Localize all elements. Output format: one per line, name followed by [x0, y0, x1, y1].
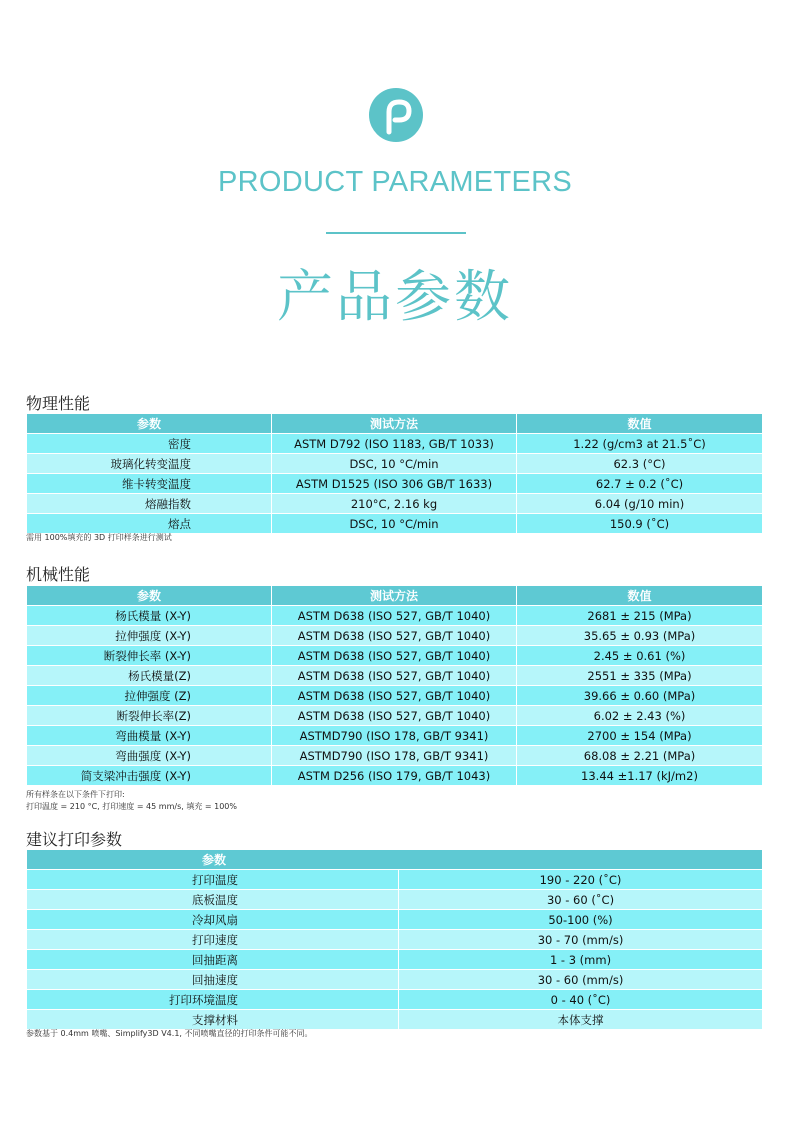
param-cell: 回抽距离	[27, 950, 399, 970]
method-cell: ASTM D638 (ISO 527, GB/T 1040)	[272, 626, 517, 646]
table-row	[27, 746, 763, 766]
title-divider	[326, 232, 466, 234]
value-cell: 2551 ± 335 (MPa)	[517, 666, 763, 686]
method-cell: ASTM D638 (ISO 527, GB/T 1040)	[272, 686, 517, 706]
table-row	[27, 686, 763, 706]
column-header: 数值	[517, 586, 763, 606]
section-title-mechanical: 机械性能	[26, 565, 91, 584]
table-row	[27, 454, 763, 474]
table-row	[27, 434, 763, 454]
param-cell: 冷却风扇	[27, 910, 399, 930]
value-cell: 39.66 ± 0.60 (MPa)	[517, 686, 763, 706]
param-cell: 断裂伸长率(Z)	[27, 706, 272, 726]
param-cell: 熔融指数	[27, 494, 272, 514]
method-cell: ASTM D638 (ISO 527, GB/T 1040)	[272, 706, 517, 726]
table-row	[27, 666, 763, 686]
method-cell: ASTM D638 (ISO 527, GB/T 1040)	[272, 666, 517, 686]
section-title-printing: 建议打印参数	[26, 830, 123, 849]
value-cell: 6.04 (g/10 min)	[517, 494, 763, 514]
table-row	[27, 990, 763, 1010]
table-row	[27, 626, 763, 646]
param-cell: 打印温度	[27, 870, 399, 890]
value-cell: 6.02 ± 2.43 (%)	[517, 706, 763, 726]
param-cell: 回抽速度	[27, 970, 399, 990]
table-row	[27, 910, 763, 930]
value-cell: 68.08 ± 2.21 (MPa)	[517, 746, 763, 766]
table-row	[27, 870, 763, 890]
value-cell: 1 - 3 (mm)	[399, 950, 763, 970]
table-row	[27, 726, 763, 746]
param-cell: 简支梁冲击强度 (X-Y)	[27, 766, 272, 786]
mechanical-note-line2: 打印温度 = 210 °C, 打印速度 = 45 mm/s, 填充 = 100%	[26, 802, 237, 811]
param-cell: 弯曲强度 (X-Y)	[27, 746, 272, 766]
method-cell: ASTMD790 (ISO 178, GB/T 9341)	[272, 726, 517, 746]
value-cell: 190 - 220 (˚C)	[399, 870, 763, 890]
table-row	[27, 890, 763, 910]
table-row	[27, 706, 763, 726]
param-cell: 弯曲模量 (X-Y)	[27, 726, 272, 746]
table-row	[27, 970, 763, 990]
printing-table	[26, 849, 763, 1030]
column-header: 参数	[27, 850, 763, 870]
physical-table	[26, 413, 763, 534]
column-header: 参数	[27, 414, 272, 434]
method-cell: 210°C, 2.16 kg	[272, 494, 517, 514]
mechanical-table	[26, 585, 763, 786]
method-cell: ASTM D792 (ISO 1183, GB/T 1033)	[272, 434, 517, 454]
value-cell: 2681 ± 215 (MPa)	[517, 606, 763, 626]
value-cell: 本体支撑	[399, 1010, 763, 1030]
value-cell: 13.44 ±1.17 (kJ/m2)	[517, 766, 763, 786]
method-cell: DSC, 10 °C/min	[272, 514, 517, 534]
table-header-row	[27, 414, 763, 434]
param-cell: 熔点	[27, 514, 272, 534]
table-row	[27, 494, 763, 514]
value-cell: 62.7 ± 0.2 (˚C)	[517, 474, 763, 494]
value-cell: 2.45 ± 0.61 (%)	[517, 646, 763, 666]
value-cell: 0 - 40 (˚C)	[399, 990, 763, 1010]
param-cell: 断裂伸长率 (X-Y)	[27, 646, 272, 666]
value-cell: 1.22 (g/cm3 at 21.5˚C)	[517, 434, 763, 454]
brand-logo-icon	[369, 88, 423, 142]
column-header: 测试方法	[272, 586, 517, 606]
param-cell: 打印速度	[27, 930, 399, 950]
value-cell: 50-100 (%)	[399, 910, 763, 930]
value-cell: 30 - 60 (mm/s)	[399, 970, 763, 990]
table-header-row	[27, 586, 763, 606]
value-cell: 62.3 (°C)	[517, 454, 763, 474]
param-cell: 拉伸强度 (Z)	[27, 686, 272, 706]
param-cell: 维卡转变温度	[27, 474, 272, 494]
column-header: 数值	[517, 414, 763, 434]
physical-note: 需用 100%填充的 3D 打印样条进行测试	[26, 533, 172, 542]
table-row	[27, 606, 763, 626]
param-cell: 杨氏模量(Z)	[27, 666, 272, 686]
param-cell: 拉伸强度 (X-Y)	[27, 626, 272, 646]
table-row	[27, 646, 763, 666]
column-header: 参数	[27, 586, 272, 606]
section-title-physical: 物理性能	[26, 394, 91, 413]
value-cell: 30 - 60 (˚C)	[399, 890, 763, 910]
table-row	[27, 930, 763, 950]
value-cell: 150.9 (˚C)	[517, 514, 763, 534]
param-cell: 杨氏模量 (X-Y)	[27, 606, 272, 626]
table-row	[27, 766, 763, 786]
value-cell: 30 - 70 (mm/s)	[399, 930, 763, 950]
param-cell: 密度	[27, 434, 272, 454]
table-row	[27, 1010, 763, 1030]
printing-note: 参数基于 0.4mm 喷嘴、Simplify3D V4.1, 不同喷嘴直径的打印条件可能不同。	[26, 1029, 313, 1038]
mechanical-note-line1: 所有样条在以下条件下打印:	[26, 790, 125, 799]
param-cell: 底板温度	[27, 890, 399, 910]
page-title-en: PRODUCT PARAMETERS	[218, 166, 572, 198]
column-header: 测试方法	[272, 414, 517, 434]
method-cell: ASTM D1525 (ISO 306 GB/T 1633)	[272, 474, 517, 494]
table-row	[27, 950, 763, 970]
param-cell: 玻璃化转变温度	[27, 454, 272, 474]
method-cell: ASTM D256 (ISO 179, GB/T 1043)	[272, 766, 517, 786]
value-cell: 35.65 ± 0.93 (MPa)	[517, 626, 763, 646]
param-cell: 打印环境温度	[27, 990, 399, 1010]
method-cell: ASTM D638 (ISO 527, GB/T 1040)	[272, 646, 517, 666]
method-cell: ASTM D638 (ISO 527, GB/T 1040)	[272, 606, 517, 626]
table-header-row	[27, 850, 763, 870]
page-title-cn: 产品参数	[277, 265, 513, 330]
param-cell: 支撑材料	[27, 1010, 399, 1030]
method-cell: ASTMD790 (ISO 178, GB/T 9341)	[272, 746, 517, 766]
value-cell: 2700 ± 154 (MPa)	[517, 726, 763, 746]
table-row	[27, 514, 763, 534]
table-row	[27, 474, 763, 494]
method-cell: DSC, 10 °C/min	[272, 454, 517, 474]
